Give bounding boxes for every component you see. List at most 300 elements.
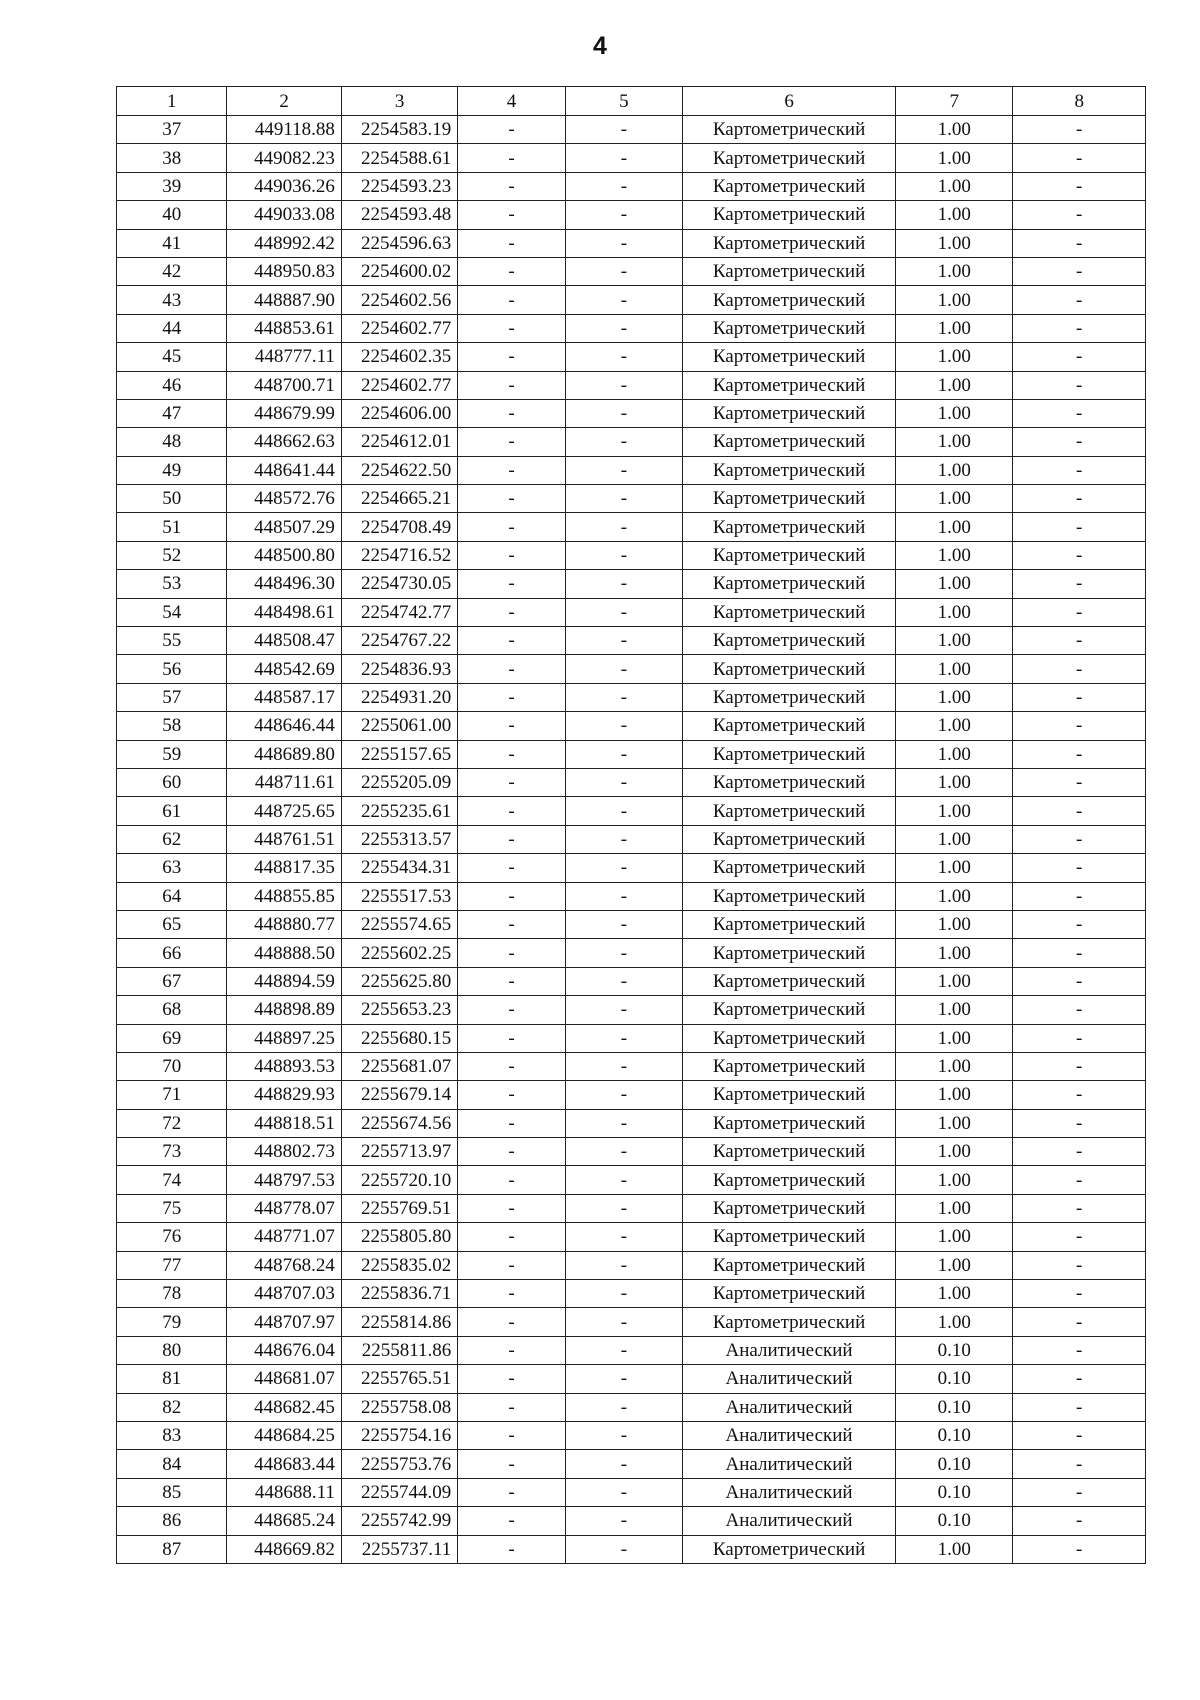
- table-cell: -: [458, 655, 565, 683]
- table-row: [117, 201, 1146, 229]
- table-cell: -: [1013, 655, 1146, 683]
- table-cell: 448797.53: [227, 1166, 341, 1194]
- coordinates-table: [116, 86, 1146, 1564]
- table-cell: -: [565, 1223, 682, 1251]
- table-row: [117, 967, 1146, 995]
- table-cell: 448646.44: [227, 712, 341, 740]
- table-cell: Аналитический: [683, 1507, 896, 1535]
- table-cell: 2255061.00: [341, 712, 457, 740]
- table-cell: -: [1013, 343, 1146, 371]
- table-cell: 1.00: [895, 257, 1012, 285]
- table-cell: 2255574.65: [341, 910, 457, 938]
- table-cell: 2255313.57: [341, 825, 457, 853]
- table-row: [117, 1194, 1146, 1222]
- table-cell: -: [1013, 286, 1146, 314]
- table-row: [117, 541, 1146, 569]
- table-cell: Аналитический: [683, 1478, 896, 1506]
- table-cell: -: [565, 570, 682, 598]
- table-cell: 52: [117, 541, 227, 569]
- table-cell: 2255753.76: [341, 1450, 457, 1478]
- table-cell: 2255765.51: [341, 1365, 457, 1393]
- table-cell: 45: [117, 343, 227, 371]
- table-cell: -: [565, 456, 682, 484]
- table-cell: Картометрический: [683, 314, 896, 342]
- table-cell: 448817.35: [227, 854, 341, 882]
- table-cell: 1.00: [895, 343, 1012, 371]
- table-row: [117, 1081, 1146, 1109]
- table-cell: 2255758.08: [341, 1393, 457, 1421]
- table-cell: 2254767.22: [341, 627, 457, 655]
- table-cell: -: [565, 513, 682, 541]
- table-cell: Картометрический: [683, 683, 896, 711]
- table-cell: 1.00: [895, 1052, 1012, 1080]
- table-cell: 448683.44: [227, 1450, 341, 1478]
- table-cell: 2255754.16: [341, 1421, 457, 1449]
- table-row: [117, 1223, 1146, 1251]
- table-cell: 1.00: [895, 882, 1012, 910]
- table-cell: 70: [117, 1052, 227, 1080]
- table-cell: 448707.03: [227, 1280, 341, 1308]
- table-cell: -: [458, 1081, 565, 1109]
- table-cell: 448689.80: [227, 740, 341, 768]
- table-cell: Картометрический: [683, 1251, 896, 1279]
- table-cell: 1.00: [895, 967, 1012, 995]
- table-cell: 1.00: [895, 371, 1012, 399]
- table-cell: 2254602.35: [341, 343, 457, 371]
- table-cell: 2255720.10: [341, 1166, 457, 1194]
- table-cell: -: [1013, 683, 1146, 711]
- table-cell: 41: [117, 229, 227, 257]
- table-cell: 71: [117, 1081, 227, 1109]
- table-cell: 50: [117, 485, 227, 513]
- table-cell: -: [565, 172, 682, 200]
- table-cell: 1.00: [895, 314, 1012, 342]
- table-cell: -: [458, 1052, 565, 1080]
- table-cell: Картометрический: [683, 428, 896, 456]
- table-cell: -: [565, 825, 682, 853]
- table-cell: 1.00: [895, 1024, 1012, 1052]
- table-cell: -: [458, 570, 565, 598]
- table-cell: 2255517.53: [341, 882, 457, 910]
- table-cell: 1.00: [895, 854, 1012, 882]
- table-cell: 54: [117, 598, 227, 626]
- table-cell: 75: [117, 1194, 227, 1222]
- table-cell: 1.00: [895, 825, 1012, 853]
- table-cell: 448992.42: [227, 229, 341, 257]
- table-row: [117, 1166, 1146, 1194]
- table-cell: 2254622.50: [341, 456, 457, 484]
- table-cell: -: [1013, 456, 1146, 484]
- table-cell: Аналитический: [683, 1365, 896, 1393]
- table-cell: 47: [117, 399, 227, 427]
- table-cell: -: [1013, 1052, 1146, 1080]
- table-cell: -: [458, 967, 565, 995]
- table-cell: 1.00: [895, 172, 1012, 200]
- table-cell: -: [1013, 116, 1146, 144]
- table-row: [117, 371, 1146, 399]
- table-cell: -: [565, 1109, 682, 1137]
- table-cell: -: [458, 1507, 565, 1535]
- table-cell: Аналитический: [683, 1421, 896, 1449]
- table-cell: -: [458, 1109, 565, 1137]
- table-row: [117, 1251, 1146, 1279]
- table-cell: 448681.07: [227, 1365, 341, 1393]
- table-cell: -: [1013, 1138, 1146, 1166]
- table-cell: 2255235.61: [341, 797, 457, 825]
- table-cell: 448853.61: [227, 314, 341, 342]
- table-cell: 448587.17: [227, 683, 341, 711]
- table-cell: -: [565, 1308, 682, 1336]
- table-cell: -: [565, 428, 682, 456]
- table-cell: 2255157.65: [341, 740, 457, 768]
- table-cell: -: [565, 1280, 682, 1308]
- table-cell: -: [565, 939, 682, 967]
- column-header: 6: [683, 87, 896, 116]
- table-cell: 55: [117, 627, 227, 655]
- table-cell: 449036.26: [227, 172, 341, 200]
- table-cell: -: [458, 1393, 565, 1421]
- table-cell: -: [458, 854, 565, 882]
- table-cell: Картометрический: [683, 286, 896, 314]
- page-number: 4: [593, 32, 607, 60]
- table-cell: 2255769.51: [341, 1194, 457, 1222]
- table-cell: Картометрический: [683, 996, 896, 1024]
- table-row: [117, 513, 1146, 541]
- table-cell: Картометрический: [683, 1109, 896, 1137]
- table-cell: -: [458, 768, 565, 796]
- table-cell: -: [458, 683, 565, 711]
- table-cell: Картометрический: [683, 399, 896, 427]
- table-cell: -: [458, 740, 565, 768]
- table-cell: -: [1013, 854, 1146, 882]
- table-cell: -: [1013, 1024, 1146, 1052]
- table-cell: -: [565, 996, 682, 1024]
- table-cell: 1.00: [895, 1138, 1012, 1166]
- table-cell: 448818.51: [227, 1109, 341, 1137]
- table-cell: 1.00: [895, 655, 1012, 683]
- table-cell: 2255814.86: [341, 1308, 457, 1336]
- table-cell: -: [458, 314, 565, 342]
- table-cell: Картометрический: [683, 1138, 896, 1166]
- table-row: [117, 768, 1146, 796]
- table-cell: -: [565, 627, 682, 655]
- table-cell: Картометрический: [683, 1194, 896, 1222]
- table-cell: 1.00: [895, 1194, 1012, 1222]
- table-cell: -: [458, 286, 565, 314]
- table-cell: 1.00: [895, 1109, 1012, 1137]
- table-cell: -: [1013, 314, 1146, 342]
- table-cell: 2255674.56: [341, 1109, 457, 1137]
- table-cell: 448676.04: [227, 1336, 341, 1364]
- table-cell: 2255680.15: [341, 1024, 457, 1052]
- table-cell: 2254593.23: [341, 172, 457, 200]
- table-cell: 448725.65: [227, 797, 341, 825]
- table-row: [117, 825, 1146, 853]
- table-cell: -: [1013, 1194, 1146, 1222]
- table-cell: 72: [117, 1109, 227, 1137]
- table-row: [117, 797, 1146, 825]
- table-cell: -: [565, 343, 682, 371]
- table-cell: -: [1013, 1450, 1146, 1478]
- table-cell: -: [565, 1421, 682, 1449]
- column-header: 4: [458, 87, 565, 116]
- table-cell: 1.00: [895, 1081, 1012, 1109]
- table-cell: 1.00: [895, 456, 1012, 484]
- table-cell: 56: [117, 655, 227, 683]
- table-cell: 1.00: [895, 1251, 1012, 1279]
- table-cell: -: [458, 939, 565, 967]
- table-cell: 448679.99: [227, 399, 341, 427]
- table-cell: -: [458, 343, 565, 371]
- table-row: [117, 229, 1146, 257]
- table-cell: -: [458, 1138, 565, 1166]
- table-cell: -: [1013, 882, 1146, 910]
- table-cell: -: [1013, 740, 1146, 768]
- table-cell: 64: [117, 882, 227, 910]
- table-cell: 62: [117, 825, 227, 853]
- table-cell: -: [458, 1478, 565, 1506]
- table-cell: -: [1013, 1081, 1146, 1109]
- table-row: [117, 399, 1146, 427]
- table-cell: Картометрический: [683, 201, 896, 229]
- table-cell: 448498.61: [227, 598, 341, 626]
- table-cell: Картометрический: [683, 257, 896, 285]
- table-cell: 2255713.97: [341, 1138, 457, 1166]
- table-cell: -: [565, 314, 682, 342]
- table-cell: 448662.63: [227, 428, 341, 456]
- table-cell: 2255679.14: [341, 1081, 457, 1109]
- table-cell: -: [1013, 485, 1146, 513]
- table-cell: Картометрический: [683, 1052, 896, 1080]
- table-row: [117, 939, 1146, 967]
- table-cell: 38: [117, 144, 227, 172]
- table-cell: Картометрический: [683, 1081, 896, 1109]
- table-cell: -: [565, 1450, 682, 1478]
- table-cell: -: [565, 116, 682, 144]
- table-cell: -: [1013, 201, 1146, 229]
- table-cell: 448777.11: [227, 343, 341, 371]
- table-row: [117, 570, 1146, 598]
- table-cell: 49: [117, 456, 227, 484]
- table-cell: -: [565, 541, 682, 569]
- table-cell: -: [1013, 1166, 1146, 1194]
- table-cell: Картометрический: [683, 1280, 896, 1308]
- table-cell: Картометрический: [683, 1223, 896, 1251]
- table-cell: -: [1013, 1308, 1146, 1336]
- table-cell: 39: [117, 172, 227, 200]
- table-cell: -: [565, 1166, 682, 1194]
- table-cell: 448898.89: [227, 996, 341, 1024]
- table-cell: Картометрический: [683, 1024, 896, 1052]
- table-cell: -: [1013, 1223, 1146, 1251]
- table-cell: -: [1013, 1336, 1146, 1364]
- table-cell: Картометрический: [683, 513, 896, 541]
- table-cell: -: [458, 257, 565, 285]
- table-cell: -: [565, 1336, 682, 1364]
- table-cell: Аналитический: [683, 1450, 896, 1478]
- table-cell: -: [458, 1535, 565, 1563]
- table-cell: 51: [117, 513, 227, 541]
- column-header: 3: [341, 87, 457, 116]
- table-cell: -: [565, 1365, 682, 1393]
- table-cell: -: [565, 1478, 682, 1506]
- table-row: [117, 1450, 1146, 1478]
- table-cell: -: [458, 201, 565, 229]
- table-cell: 448761.51: [227, 825, 341, 853]
- table-cell: -: [458, 1336, 565, 1364]
- table-cell: 1.00: [895, 683, 1012, 711]
- table-cell: Картометрический: [683, 116, 896, 144]
- table-cell: 1.00: [895, 598, 1012, 626]
- table-cell: 44: [117, 314, 227, 342]
- table-cell: 66: [117, 939, 227, 967]
- table-cell: -: [565, 1393, 682, 1421]
- table-cell: 2255744.09: [341, 1478, 457, 1506]
- table-cell: 448950.83: [227, 257, 341, 285]
- table-cell: -: [565, 740, 682, 768]
- table-cell: -: [458, 1365, 565, 1393]
- table-cell: 63: [117, 854, 227, 882]
- table-cell: 1.00: [895, 485, 1012, 513]
- table-row: [117, 882, 1146, 910]
- table-cell: 79: [117, 1308, 227, 1336]
- table-row: [117, 740, 1146, 768]
- table-row: [117, 996, 1146, 1024]
- table-cell: 448641.44: [227, 456, 341, 484]
- table-cell: -: [458, 598, 565, 626]
- table-cell: -: [458, 1194, 565, 1222]
- table-cell: -: [458, 882, 565, 910]
- table-cell: -: [1013, 996, 1146, 1024]
- table-cell: -: [458, 627, 565, 655]
- table-cell: 448897.25: [227, 1024, 341, 1052]
- table-row: [117, 910, 1146, 938]
- table-cell: -: [565, 1052, 682, 1080]
- table-header-row: [117, 87, 1146, 116]
- table-cell: 1.00: [895, 1308, 1012, 1336]
- table-cell: -: [458, 371, 565, 399]
- table-cell: 2254665.21: [341, 485, 457, 513]
- table-cell: -: [1013, 1393, 1146, 1421]
- table-row: [117, 428, 1146, 456]
- table-cell: -: [565, 1081, 682, 1109]
- table-cell: -: [458, 1421, 565, 1449]
- table-cell: Картометрический: [683, 910, 896, 938]
- table-row: [117, 1393, 1146, 1421]
- table-cell: 83: [117, 1421, 227, 1449]
- table-row: [117, 116, 1146, 144]
- table-cell: 448707.97: [227, 1308, 341, 1336]
- table-cell: -: [458, 996, 565, 1024]
- table-cell: -: [458, 229, 565, 257]
- table-cell: 2254602.77: [341, 314, 457, 342]
- table-cell: -: [458, 1223, 565, 1251]
- table-cell: -: [1013, 598, 1146, 626]
- table-cell: -: [1013, 825, 1146, 853]
- table-cell: -: [565, 201, 682, 229]
- table-cell: 81: [117, 1365, 227, 1393]
- table-row: [117, 1280, 1146, 1308]
- table-cell: -: [458, 144, 565, 172]
- table-cell: -: [458, 485, 565, 513]
- table-cell: 448500.80: [227, 541, 341, 569]
- table-cell: 2254588.61: [341, 144, 457, 172]
- table-cell: -: [1013, 1507, 1146, 1535]
- table-cell: -: [565, 144, 682, 172]
- table-row: [117, 1336, 1146, 1364]
- table-cell: -: [565, 485, 682, 513]
- table-cell: 449033.08: [227, 201, 341, 229]
- table-cell: 1.00: [895, 712, 1012, 740]
- table-cell: 1.00: [895, 627, 1012, 655]
- table-cell: 86: [117, 1507, 227, 1535]
- table-cell: 57: [117, 683, 227, 711]
- column-header: 7: [895, 87, 1012, 116]
- table-cell: -: [458, 456, 565, 484]
- table-cell: 2255434.31: [341, 854, 457, 882]
- table-cell: -: [458, 1280, 565, 1308]
- table-cell: 58: [117, 712, 227, 740]
- table-cell: 2255681.07: [341, 1052, 457, 1080]
- table-cell: -: [458, 910, 565, 938]
- table-cell: 1.00: [895, 910, 1012, 938]
- table-row: [117, 683, 1146, 711]
- table-cell: -: [1013, 1421, 1146, 1449]
- table-cell: Картометрический: [683, 627, 896, 655]
- table-cell: 1.00: [895, 1535, 1012, 1563]
- table-cell: Картометрический: [683, 854, 896, 882]
- table-cell: -: [565, 229, 682, 257]
- table-cell: 1.00: [895, 144, 1012, 172]
- table-cell: -: [565, 854, 682, 882]
- table-cell: 448778.07: [227, 1194, 341, 1222]
- table-cell: 87: [117, 1535, 227, 1563]
- table-cell: 46: [117, 371, 227, 399]
- table-cell: -: [1013, 797, 1146, 825]
- table-cell: 2254602.77: [341, 371, 457, 399]
- table-cell: Картометрический: [683, 712, 896, 740]
- table-cell: 1.00: [895, 513, 1012, 541]
- table-row: [117, 314, 1146, 342]
- table-cell: -: [565, 910, 682, 938]
- table-cell: -: [1013, 570, 1146, 598]
- table-cell: 0.10: [895, 1365, 1012, 1393]
- table-cell: -: [458, 1450, 565, 1478]
- table-cell: Аналитический: [683, 1336, 896, 1364]
- table-cell: 42: [117, 257, 227, 285]
- table-cell: 448682.45: [227, 1393, 341, 1421]
- table-cell: Картометрический: [683, 967, 896, 995]
- table-cell: -: [565, 286, 682, 314]
- table-cell: Картометрический: [683, 1166, 896, 1194]
- table-cell: 1.00: [895, 740, 1012, 768]
- table-cell: 2254593.48: [341, 201, 457, 229]
- column-header: 1: [117, 87, 227, 116]
- table-cell: 74: [117, 1166, 227, 1194]
- table-cell: -: [565, 257, 682, 285]
- table-cell: 2255835.02: [341, 1251, 457, 1279]
- table-row: [117, 1421, 1146, 1449]
- table-cell: 448855.85: [227, 882, 341, 910]
- table-cell: -: [458, 712, 565, 740]
- table-cell: 448888.50: [227, 939, 341, 967]
- table-cell: -: [1013, 1251, 1146, 1279]
- table-cell: 1.00: [895, 428, 1012, 456]
- table-cell: 448771.07: [227, 1223, 341, 1251]
- table-cell: 61: [117, 797, 227, 825]
- table-cell: -: [458, 428, 565, 456]
- table-cell: 2254730.05: [341, 570, 457, 598]
